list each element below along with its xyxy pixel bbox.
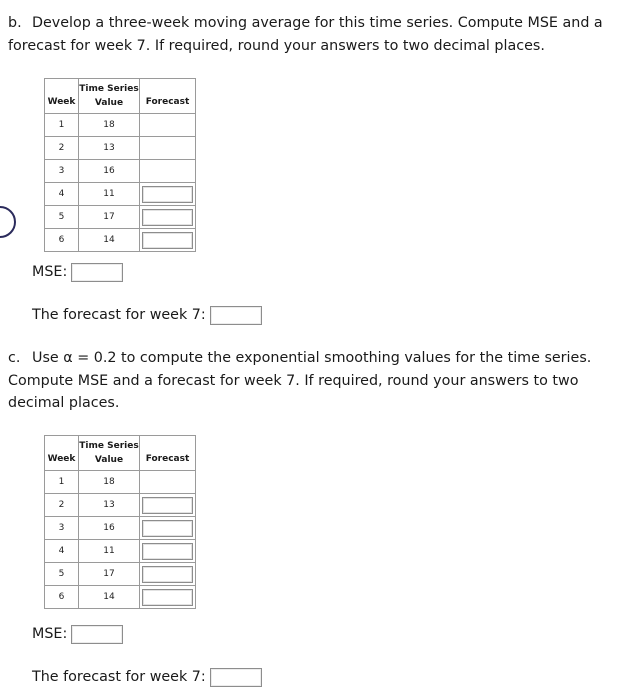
mse-label: MSE:	[32, 264, 68, 280]
forecast-week7-label: The forecast for week 7:	[32, 669, 206, 685]
table-row	[45, 183, 196, 206]
part-c-question	[8, 347, 630, 415]
week-cell: 2	[45, 137, 79, 160]
header-week: Week	[45, 79, 79, 114]
week-cell: 3	[45, 160, 79, 183]
forecast-input-week-6[interactable]	[142, 232, 193, 249]
forecast-cell	[140, 471, 196, 494]
value-cell: 11	[79, 183, 140, 206]
part-c-table	[44, 435, 196, 609]
mse-input[interactable]	[71, 263, 123, 282]
table-row	[45, 586, 196, 609]
value-cell: 16	[79, 160, 140, 183]
forecast-input-week-4[interactable]	[142, 186, 193, 203]
part-c-mse-line	[32, 624, 123, 644]
week-cell: 1	[45, 114, 79, 137]
week-cell: 1	[45, 471, 79, 494]
header-value-line1: Time Series	[79, 84, 139, 94]
table-row	[45, 229, 196, 252]
value-cell: 18	[79, 471, 140, 494]
forecast-cell	[140, 160, 196, 183]
header-time-series-value	[79, 436, 140, 471]
forecast-input-week-3[interactable]	[142, 520, 193, 537]
table-row	[45, 517, 196, 540]
week-cell: 3	[45, 517, 79, 540]
forecast-cell	[140, 137, 196, 160]
value-cell: 17	[79, 563, 140, 586]
side-nav-circle[interactable]	[0, 206, 16, 238]
mse-label: MSE:	[32, 626, 68, 642]
header-time-series-value	[79, 79, 140, 114]
forecast-cell	[140, 540, 196, 563]
week-cell: 6	[45, 586, 79, 609]
part-c-forecast-line	[32, 667, 262, 687]
part-c-label: c.	[8, 350, 21, 366]
forecast-cell	[140, 586, 196, 609]
forecast-cell	[140, 206, 196, 229]
header-forecast: Forecast	[140, 79, 196, 114]
forecast-week7-input[interactable]	[210, 668, 262, 687]
table-row	[45, 563, 196, 586]
week-cell: 4	[45, 540, 79, 563]
value-cell: 14	[79, 586, 140, 609]
forecast-cell	[140, 229, 196, 252]
value-cell: 17	[79, 206, 140, 229]
value-cell: 14	[79, 229, 140, 252]
value-cell: 11	[79, 540, 140, 563]
forecast-input-week-6[interactable]	[142, 589, 193, 606]
week-cell: 4	[45, 183, 79, 206]
week-cell: 2	[45, 494, 79, 517]
table-row	[45, 114, 196, 137]
table-row	[45, 206, 196, 229]
week-cell: 6	[45, 229, 79, 252]
forecast-cell	[140, 563, 196, 586]
forecast-input-week-5[interactable]	[142, 566, 193, 583]
forecast-week7-input[interactable]	[210, 306, 262, 325]
part-c-text: Use α = 0.2 to compute the exponential smoothing values for the time series. Compute MSE and a forecast for week 7. If required, round your answers to two decimal places.	[8, 350, 592, 411]
value-cell: 18	[79, 114, 140, 137]
table-row	[45, 494, 196, 517]
forecast-cell	[140, 114, 196, 137]
table-row	[45, 540, 196, 563]
value-cell: 13	[79, 137, 140, 160]
part-b-label: b.	[8, 15, 22, 31]
header-value-line1: Time Series	[79, 441, 139, 451]
table-row	[45, 160, 196, 183]
week-cell: 5	[45, 563, 79, 586]
header-value-line2: Value	[94, 98, 124, 108]
forecast-input-week-2[interactable]	[142, 497, 193, 514]
header-week: Week	[45, 436, 79, 471]
value-cell: 16	[79, 517, 140, 540]
mse-input[interactable]	[71, 625, 123, 644]
part-b-mse-line	[32, 262, 123, 282]
header-forecast: Forecast	[140, 436, 196, 471]
forecast-week7-label: The forecast for week 7:	[32, 307, 206, 323]
forecast-cell	[140, 183, 196, 206]
table-row	[45, 137, 196, 160]
part-b-text: Develop a three-week moving average for this time series. Compute MSE and a forecast for week 7. If required, round your answers to two decimal places.	[8, 15, 603, 54]
table-row	[45, 471, 196, 494]
header-value-line2: Value	[94, 455, 124, 465]
part-b-forecast-line	[32, 305, 262, 325]
forecast-cell	[140, 517, 196, 540]
part-b-question	[8, 12, 630, 57]
forecast-input-week-4[interactable]	[142, 543, 193, 560]
forecast-input-week-5[interactable]	[142, 209, 193, 226]
value-cell: 13	[79, 494, 140, 517]
part-b-table	[44, 78, 196, 252]
forecast-cell	[140, 494, 196, 517]
week-cell: 5	[45, 206, 79, 229]
